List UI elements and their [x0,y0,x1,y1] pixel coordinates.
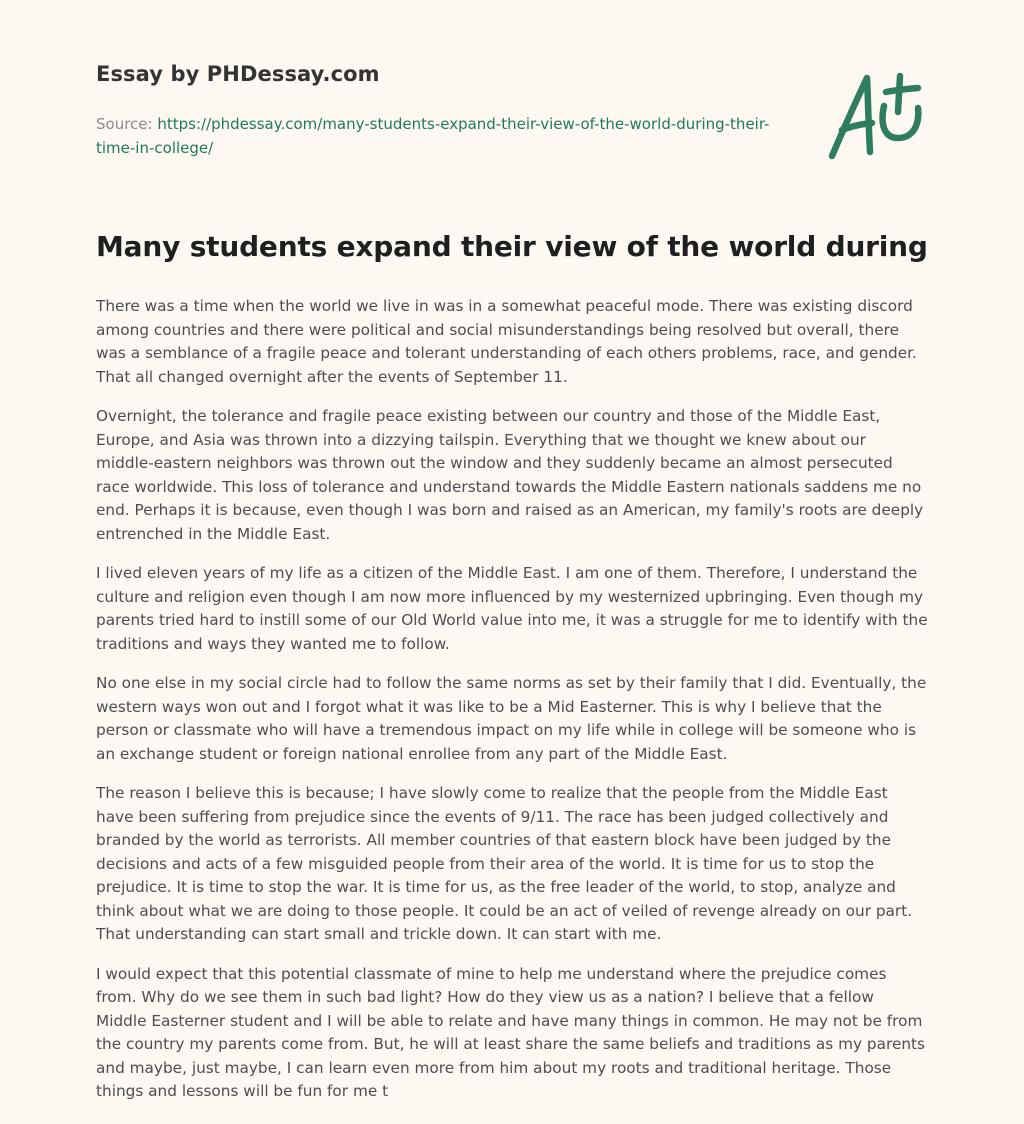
essay-paragraph: No one else in my social circle had to follow the same norms as set by their family that I did. Eventually, the western ways won out and I forgot what it was like to be a Mid Easterner. This is why I believe that the person or classmate who will have a tremendous impact on my life while in college will be someone who is an exchange student or foreign national enrollee from any part of the Middle East. [96,674,927,763]
source-link[interactable]: https://phdessay.com/many-students-expand-their-view-of-the-world-during-their-time-in-college/ [96,115,770,157]
essay-paragraph: Overnight, the tolerance and fragile peace existing between our country and those of the Middle East, Europe, and Asia was thrown into a dizzying tailspin. Everything that we thought we knew about our middle-eastern neighbors was thrown out the window and they suddenly became an almost persecuted race worldwide. This loss of tolerance and understand towards the Middle Eastern nationals saddens me no end. Perhaps it is because, even though I was born and raised as an American, my family's roots are deeply entrenched in the Middle East. [96,407,924,543]
essay-paragraph: I would expect that this potential classmate of mine to help me understand where the prejudice comes from. Why do we see them in such bad light? How do they view us as a nation? I believe that a fellow Middle Easterner student and I will be able to relate and have many things in common. He may not be from the country my parents come from. But, he will at least share the same beliefs and traditions as my parents and maybe, just maybe, I can learn even more from him about my roots and traditional heritage. Those things and lessons will be fun for me t [96,964,926,1100]
page-header [96,0,928,210]
essay-title: Many students expand their view of the world during [96,230,928,263]
source-line [96,112,796,160]
essay-paragraph: There was a time when the world we live in was in a somewhat peaceful mode. There was existing discord among countries and there were political and social misunderstandings being resolved but overall, there was a semblance of a fragile peace and tolerant understanding of each others problems, race, and gender. That all changed overnight after the events of September 11. [96,297,917,386]
source-label: Source: [96,115,153,133]
essay-paragraph: The reason I believe this is because; I have slowly come to realize that the people from the Middle East have been suffering from prejudice since the events of 9/11. The race has been judged collectively and branded by the world as terrorists. All member countries of that eastern block have been judged by the decisions and acts of a few misguided people from their area of the world. It is time for us to stop the prejudice. It is time to stop the war. It is time for us, as the free leader of the world, to stop, analyze and think about what we are doing to those people. It could be an act of veiled of revenge already on our part. That understanding can start small and trickle down. It can start with me. [96,784,913,943]
essay-paragraph: I lived eleven years of my life as a citizen of the Middle East. I am one of them. Therefore, I understand the culture and religion even though I am now more influenced by my westernized upbringing. Even though my parents tried hard to instill some of our Old World value into me, it was a struggle for me to identify with the traditions and ways they wanted me to follow. [96,564,928,653]
a-plus-grade-logo-icon [826,66,931,166]
site-title: Essay by PHDessay.com [96,62,380,86]
essay-body [96,295,928,1104]
